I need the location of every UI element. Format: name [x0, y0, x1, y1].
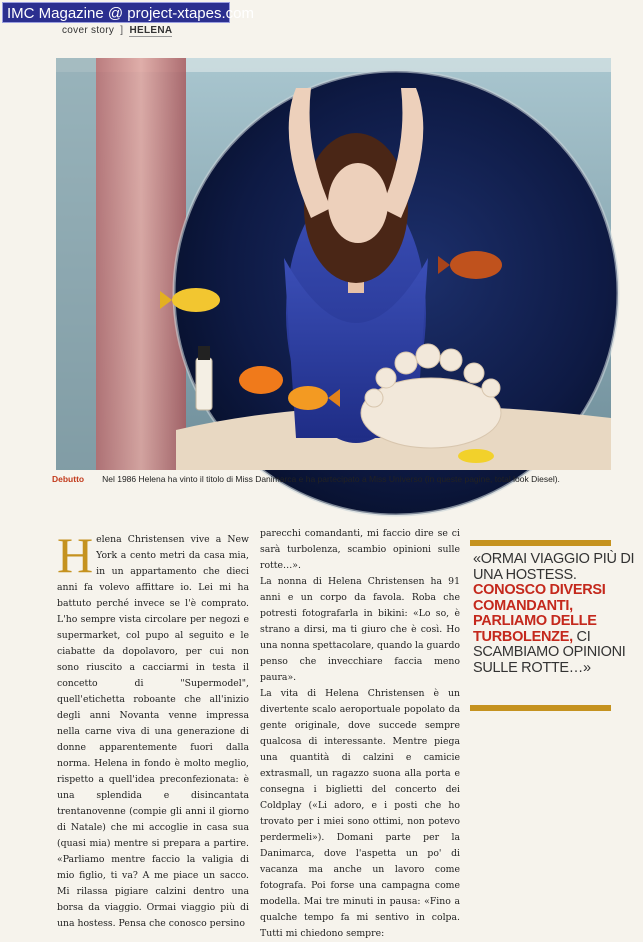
pull-quote	[470, 540, 635, 712]
pull-quote-part-2: CONOSCO DIVERSI COMANDANTI, PARLIAMO DELLE TURBOLENZE,	[473, 582, 606, 645]
pull-quote-part-3: CI SCAMBIAMO OPINIONI SULLE ROTTE…»	[473, 628, 626, 676]
caption-text: Nel 1986 Helena ha vinto il titolo di Miss Danimarca e ha partecipato a Miss Universo (in queste pagine, total look Diesel).	[102, 474, 560, 484]
watermark-banner: IMC Magazine @ project-xtapes.com	[2, 2, 230, 23]
section-separator: ]	[120, 25, 124, 36]
article-text-col1: elena Christensen vive a New York a cento metri da casa mia, in un appartamento che dieci anni fa volevo affittare io. Lei mi ha battuto perché invece se l'è comprato. L'ho sempre vista circolare per negozi e supermarket, col pupo al seguito e le ciabatte da dopolavoro, per cui non sono riuscito a cacciarmi in testa il concetto di "Supermodel", quell'etichetta roboante che all'inizio degli anni Novanta venne impressa nella carne viva di una generazione di donne apparentemente fuori dalla norma. Helena in fondo è molto meglio, rispetto a quell'idea preconfezionata: è una splendida e disincantata trentanovenne (compie gli anni il giorno di Natale) che mi accoglie in casa sua (quasi mia) mentre si prepara a partire. «Parliamo mentre faccio la valigia di mio figlio, ti va? A me piace un sacco. Mi rilassa pigiare calzini dentro una borsa da viaggio. Ormai viaggio più di una hostess. Pensa che conosco persino	[57, 534, 249, 929]
drop-cap: H	[57, 527, 94, 583]
hero-photo	[56, 58, 611, 470]
caption-label: Debutto	[52, 474, 85, 484]
article-paragraph: La nonna di Helena Christensen ha 91 anni e un corpo da favola. Roba che potresti fotografarla in bikini: «Lo so, è strano a dirsi, ma ti giuro che è così. Ho una nonna spettacolare, quando la guardo penso che invecchiare faccia meno paura».	[260, 576, 460, 683]
article-column-1	[57, 527, 249, 932]
aquarium-illustration	[56, 58, 611, 470]
article-column-2	[260, 526, 460, 942]
article-paragraph: parecchi comandanti, mi faccio dire se ci sarà turbolenza, scambio opinioni sulle rotte…».	[260, 528, 460, 571]
photo-caption	[52, 474, 612, 484]
pull-quote-top-rule	[470, 540, 611, 546]
section-name: HELENA	[129, 25, 173, 36]
article-paragraph: La vita di Helena Christensen è un divertente scalo aeroportuale popolato da gente originale, dove succede sempre qualcosa di interessante. Mentre piega una quantità di calzini e camicie extrasmall, un ragazzo suona alla porta e consegna i biglietti del concerto dei Coldplay («Li adoro, e i posti che ho trovato per i miei sono ottimi, non potevo perdermeli»). Domani parte per la Danimarca, dove l'aspetta un po' di vacanza ma anche un lavoro come fotografa. Poi forse una campagna come modella. Mai tre minuti in pausa: «Fino a qualche tempo fa mi sentivo in colpa. Tutti mi chiedono sempre:	[260, 688, 460, 939]
pull-quote-part-1: «ORMAI VIAGGIO PIÙ DI UNA HOSTESS.	[473, 551, 635, 583]
pull-quote-text	[473, 552, 643, 676]
pull-quote-bottom-rule	[470, 705, 611, 711]
section-header	[62, 25, 172, 36]
section-label: cover story	[62, 25, 115, 36]
